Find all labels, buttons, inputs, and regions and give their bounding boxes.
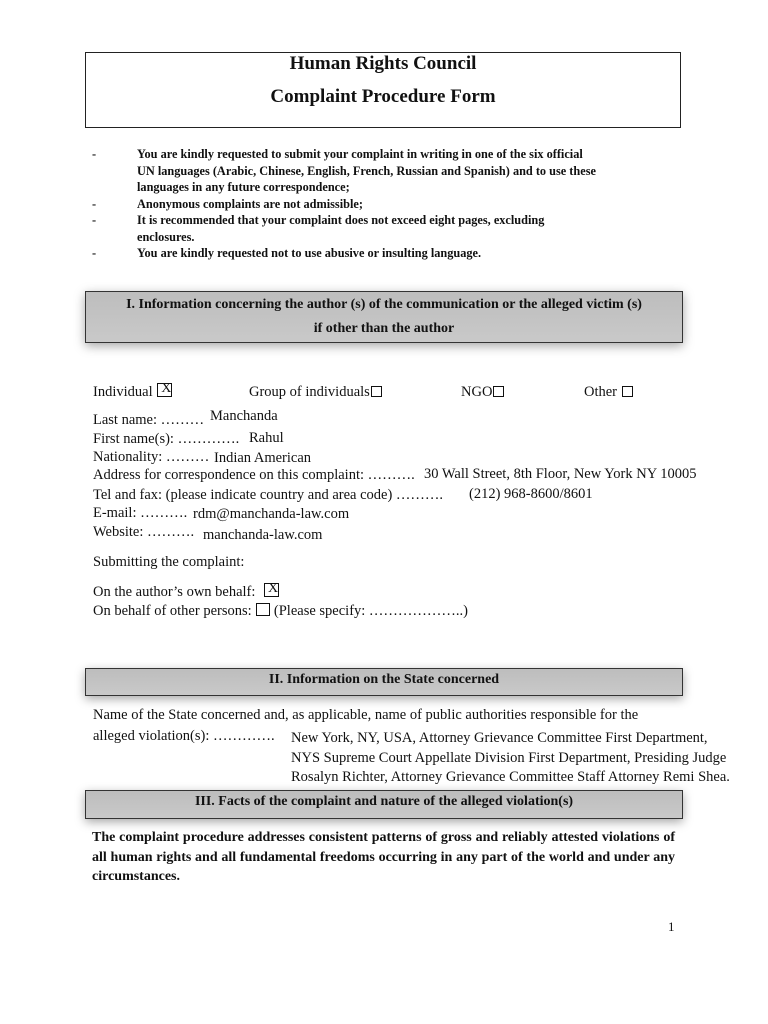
last-name-label: Last name: ……… (93, 412, 205, 428)
form-title: Human Rights Council (289, 53, 477, 74)
own-behalf-row: On the author’s own behalf: X (93, 583, 279, 602)
state-answer[interactable]: New York, NY, USA, Attorney Grievance Committee First Department, NYS Supreme Court Appellate Division First Department, Presiding Judge Rosalyn Richter, Attorney Grievance Committee Staff Attorney Remi Shea. (291, 730, 730, 785)
section-1-heading: I. Information concerning the author (s) of the communication or the alleged victim (s) if other than the author (85, 291, 683, 343)
form-subtitle: Complaint Procedure Form (270, 86, 496, 107)
address-value[interactable]: 30 Wall Street, 8th Floor, New York NY 10005 (424, 466, 697, 482)
state-question-label: alleged violation(s): …………. (93, 728, 275, 744)
other-checkbox[interactable] (622, 386, 633, 397)
first-name-value[interactable]: Rahul (249, 430, 284, 446)
tel-label: Tel and fax: (please indicate country and area code) ………. (93, 487, 444, 503)
website-label: Website: ………. (93, 524, 195, 540)
ngo-checkbox[interactable] (493, 386, 504, 397)
author-type-ngo: NGO (461, 383, 504, 402)
submitting-label: Submitting the complaint: (93, 554, 245, 570)
first-name-label: First name(s): …………. (93, 431, 240, 447)
author-type-individual: Individual X (93, 383, 172, 402)
author-type-group: Group of individuals (249, 383, 382, 402)
tel-value[interactable]: (212) 968-8600/8601 (469, 486, 593, 502)
instruction-item: - It is recommended that your complaint does not exceed eight pages, excluding enclosures. (92, 213, 545, 244)
instruction-item: - Anonymous complaints are not admissible; (92, 196, 363, 211)
individual-checkbox[interactable] (157, 383, 172, 397)
nationality-label: Nationality: ……… (93, 449, 210, 465)
own-behalf-checkbox[interactable] (264, 583, 279, 597)
nationality-value[interactable]: Indian American (214, 450, 312, 466)
instruction-item: - You are kindly requested to submit your complaint in writing in one of the six official UN languages (Arabic, Chinese, English, French, Russian and Spanish) and to use these languages in any future correspondence; (92, 147, 596, 194)
other-behalf-row: On behalf of other persons: (Please specify: ………………..) (93, 603, 469, 619)
other-behalf-checkbox[interactable] (256, 603, 270, 616)
form-title-box (85, 52, 681, 128)
section-3-heading: III. Facts of the complaint and nature of the alleged violation(s) (85, 790, 683, 819)
email-label: E-mail: ………. (93, 505, 188, 521)
address-label: Address for correspondence on this complaint: ………. (93, 467, 415, 483)
author-type-other: Other (584, 383, 633, 402)
website-value[interactable]: manchanda-law.com (203, 527, 323, 543)
section-2-heading: II. Information on the State concerned (85, 668, 683, 696)
group-checkbox[interactable] (371, 386, 382, 397)
facts-paragraph: The complaint procedure addresses consistent patterns of gross and reliably attested violations of all human rights and all fundamental freedoms occurring in any part of the world and under any circumstances. (92, 830, 675, 884)
page-number: 1 (668, 919, 675, 934)
state-question-line1: Name of the State concerned and, as applicable, name of public authorities responsible for the (93, 707, 639, 723)
email-value[interactable]: rdm@manchanda-law.com (193, 506, 350, 522)
last-name-value[interactable]: Manchanda (210, 408, 278, 424)
instructions-list (92, 146, 652, 262)
instruction-item: - You are kindly requested not to use abusive or insulting language. (92, 246, 482, 260)
